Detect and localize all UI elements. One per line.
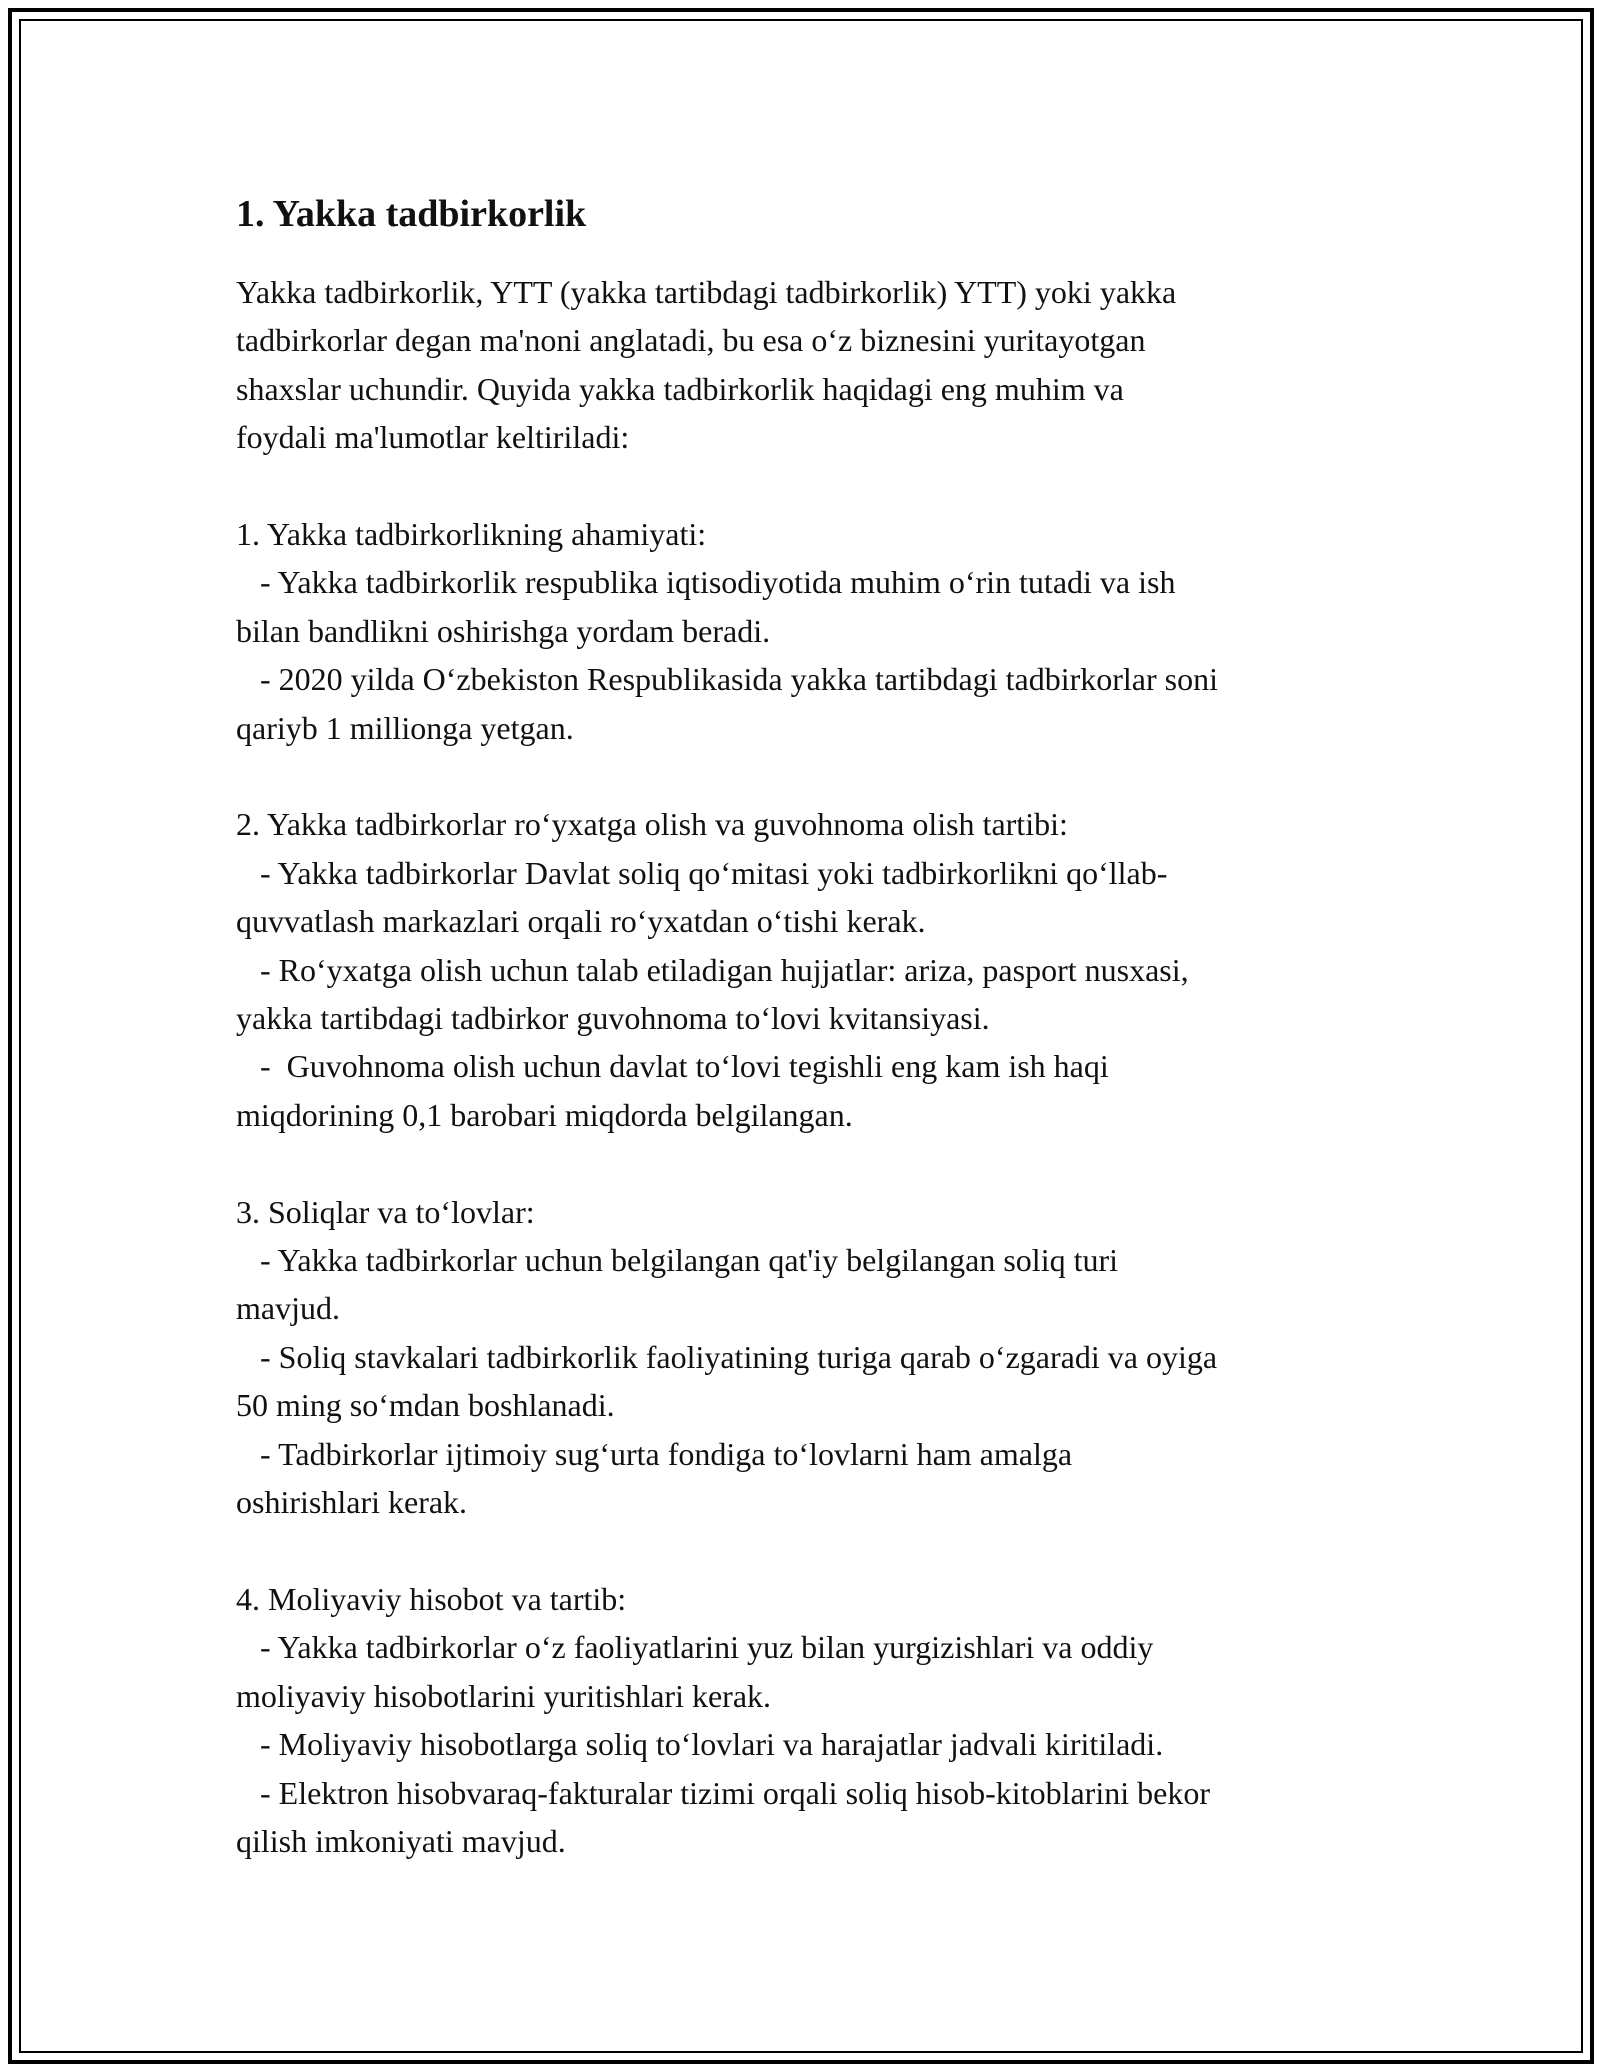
- intro-line: tadbirkorlar degan ma'noni anglatadi, bu esa o‘z biznesini yuritayotgan: [236, 322, 1146, 359]
- section-line: yakka tartibdagi tadbirkor guvohnoma to‘lovi kvitansiyasi.: [236, 1000, 990, 1037]
- section-line: - Yakka tadbirkorlar Davlat soliq qo‘mitasi yoki tadbirkorlikni qo‘llab-: [236, 854, 1168, 891]
- section-line: 50 ming so‘mdan boshlanadi.: [236, 1387, 615, 1424]
- section-heading: 4. Moliyaviy hisobot va tartib:: [236, 1580, 627, 1617]
- section-line: bilan bandlikni oshirishga yordam beradi.: [236, 612, 771, 649]
- paragraph-gap: [236, 752, 1386, 800]
- paragraph-gap: [236, 462, 1386, 510]
- section-heading: 3. Soliqlar va to‘lovlar:: [236, 1193, 535, 1230]
- paragraph-gap: [236, 1527, 1386, 1575]
- section-3: [236, 1188, 1386, 1527]
- section-2: [236, 800, 1386, 1139]
- section-heading: 2. Yakka tadbirkorlar ro‘yxatga olish va guvohnoma olish tartibi:: [236, 806, 1068, 843]
- document-title: 1. Yakka tadbirkorlik: [236, 193, 587, 235]
- section-line: - 2020 yilda O‘zbekiston Respublikasida yakka tartibdagi tadbirkorlar soni: [236, 661, 1218, 698]
- section-line: mavjud.: [236, 1290, 340, 1327]
- section-line: - Tadbirkorlar ijtimoiy sug‘urta fondiga to‘lovlarni ham amalga: [236, 1435, 1073, 1472]
- section-line: - Guvohnoma olish uchun davlat to‘lovi tegishli eng kam ish haqi: [236, 1048, 1109, 1085]
- section-1: [236, 510, 1386, 752]
- section-heading: 1. Yakka tadbirkorlikning ahamiyati:: [236, 516, 707, 553]
- section-line: - Yakka tadbirkorlar o‘z faoliyatlarini yuz bilan yurgizishlari va oddiy: [236, 1629, 1154, 1666]
- section-line: - Yakka tadbirkorlar uchun belgilangan qat'iy belgilangan soliq turi: [236, 1242, 1119, 1279]
- section-line: miqdorining 0,1 barobari miqdorda belgilangan.: [236, 1096, 853, 1133]
- section-4: [236, 1575, 1386, 1865]
- section-line: qariyb 1 millionga yetgan.: [236, 709, 574, 746]
- section-line: - Moliyaviy hisobotlarga soliq to‘lovlari va harajatlar jadvali kiritiladi.: [236, 1726, 1164, 1763]
- section-line: quvvatlash markazlari orqali ro‘yxatdan o‘tishi kerak.: [236, 903, 926, 940]
- section-line: - Yakka tadbirkorlik respublika iqtisodiyotida muhim o‘rin tutadi va ish: [236, 564, 1176, 601]
- section-line: - Ro‘yxatga olish uchun talab etiladigan hujjatlar: ariza, pasport nusxasi,: [236, 951, 1189, 988]
- intro-line: Yakka tadbirkorlik, YTT (yakka tartibdagi tadbirkorlik) YTT) yoki yakka: [236, 274, 1177, 310]
- section-line: qilish imkoniyati mavjud.: [236, 1822, 566, 1859]
- section-line: oshirishlari kerak.: [236, 1484, 468, 1521]
- intro-line: foydali ma'lumotlar keltiriladi:: [236, 419, 630, 456]
- intro-paragraph: [236, 268, 1386, 462]
- section-line: - Elektron hisobvaraq-fakturalar tizimi orqali soliq hisob-kitoblarini bekor: [236, 1774, 1210, 1811]
- section-line: moliyaviy hisobotlarini yuritishlari kerak.: [236, 1677, 772, 1714]
- paragraph-gap: [236, 1139, 1386, 1187]
- section-line: - Soliq stavkalari tadbirkorlik faoliyatining turiga qarab o‘zgaradi va oyiga: [236, 1338, 1218, 1375]
- intro-line: shaxslar uchundir. Quyida yakka tadbirkorlik haqidagi eng muhim va: [236, 370, 1124, 407]
- document-body: [236, 184, 1386, 1865]
